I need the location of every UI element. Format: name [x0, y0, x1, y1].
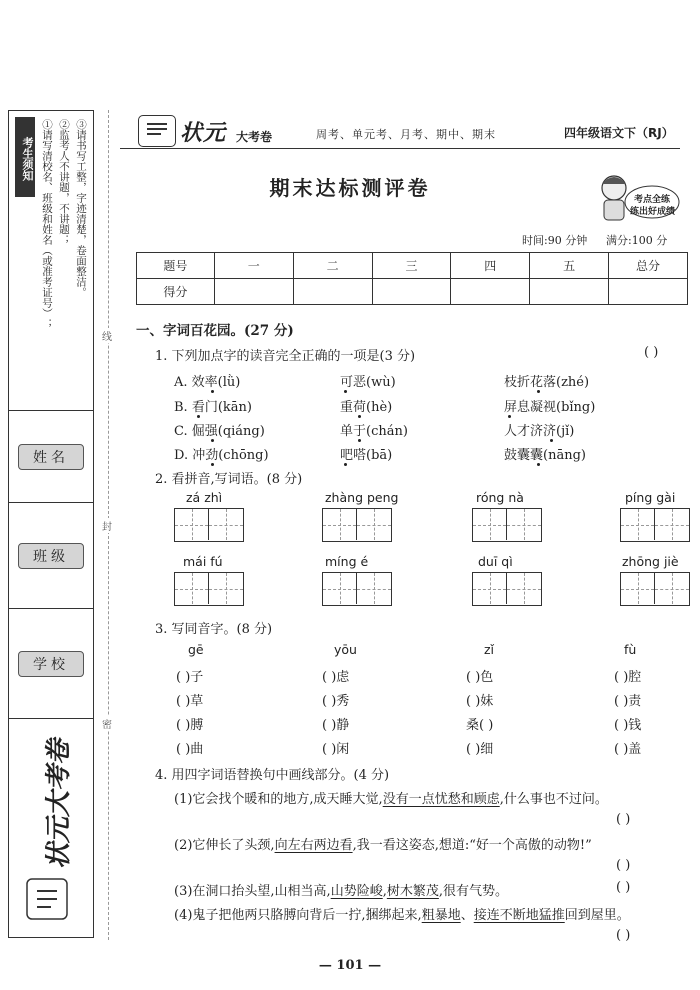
sentence-1: [174, 788, 608, 807]
sentence-part: ,我一看这姿态,想道:“好一个高傲的动物!”: [352, 838, 592, 853]
sentence-part: (1)它会找个暖和的地方,成天睡大觉,: [174, 792, 383, 807]
score-cell[interactable]: [530, 279, 609, 305]
pinyin-label: zhōng jiè: [622, 554, 679, 569]
option-a-3: 枝折花落(zhé): [504, 375, 590, 390]
pinyin-label: zá zhì: [186, 490, 223, 505]
page-number: — 101 —: [318, 958, 382, 973]
emphasis-dot: [537, 463, 540, 466]
pinyin-label: fù: [624, 642, 637, 657]
name-field[interactable]: [9, 411, 93, 503]
homophone-blank[interactable]: ( )妹: [466, 694, 494, 709]
option-c-1[interactable]: C. 倔强(qiáng): [174, 424, 265, 439]
writing-grid[interactable]: [620, 572, 690, 606]
sentence-part: (2)它伸长了头颈,: [174, 838, 275, 853]
answer-blank[interactable]: ( ): [616, 812, 631, 827]
pinyin-label: gē: [188, 642, 204, 657]
score-cell[interactable]: [372, 279, 451, 305]
answer-blank[interactable]: ( ): [616, 928, 631, 943]
option-c-3: 人才济济(jǐ): [504, 424, 575, 439]
score-cell[interactable]: [214, 279, 293, 305]
homophone-blank[interactable]: ( )膊: [176, 718, 204, 733]
option-b-2: 重荷(hè): [340, 400, 393, 415]
sentence-4: [174, 904, 630, 923]
pinyin-label: róng nà: [476, 490, 524, 505]
table-cell: 得分: [137, 279, 215, 305]
underlined-phrase: 向左右两边看: [274, 838, 353, 853]
sentence-part: ,很有气势。: [438, 884, 508, 899]
emphasis-dot: [211, 439, 214, 442]
writing-grid[interactable]: [174, 572, 244, 606]
answer-blank[interactable]: ( ): [616, 858, 631, 873]
writing-grid[interactable]: [322, 572, 392, 606]
pinyin-label: mái fú: [183, 554, 223, 569]
homophone-blank[interactable]: ( )细: [466, 742, 494, 757]
underlined-phrase: 没有一点忧愁和顾虑: [382, 792, 500, 807]
emphasis-dot: [344, 390, 347, 393]
writing-grid[interactable]: [620, 508, 690, 542]
section-title: 一、字词百花园。(27 分): [136, 323, 294, 339]
homophone-blank[interactable]: ( )腔: [614, 670, 642, 685]
pinyin-label: duī qì: [478, 554, 513, 569]
pinyin-label: píng gài: [625, 490, 676, 505]
score-cell[interactable]: [451, 279, 530, 305]
question-1: 1. 下列加点字的读音完全正确的一项是(3 分): [155, 349, 416, 364]
sentence-part: 回到屋里。: [564, 908, 630, 923]
table-cell: 题号: [137, 253, 215, 279]
class-label: 班级: [18, 543, 84, 569]
school-field[interactable]: [9, 609, 93, 719]
mascot-line-2: 练出好成绩: [630, 207, 676, 217]
answer-blank[interactable]: ( ): [644, 345, 659, 360]
book-icon: [139, 116, 175, 146]
pinyin-label: zǐ: [484, 642, 495, 657]
underlined-phrase: 山势险峻: [330, 884, 383, 899]
homophone-blank[interactable]: ( )曲: [176, 742, 204, 757]
underlined-phrase: 接连不断地猛推: [473, 908, 565, 923]
emphasis-dot: [358, 439, 361, 442]
school-label: 学校: [18, 651, 84, 677]
score-table-score-row: [137, 279, 688, 305]
sidebar-logo-text: 状元大考卷: [44, 738, 74, 869]
writing-grid[interactable]: [472, 508, 542, 542]
notice-line-1: ①请写清校名、班级和姓名（或准考证号）；: [41, 119, 53, 329]
mascot-line-1: 考点全练: [634, 195, 671, 205]
score-table: [136, 252, 688, 305]
writing-grid[interactable]: [322, 508, 392, 542]
grade-label: 四年级语文下（RJ）: [564, 126, 674, 140]
sidebar-logo-icon: [9, 719, 93, 937]
emphasis-dot: [537, 390, 540, 393]
emphasis-dot: [211, 390, 214, 393]
cut-char-mi: 密: [102, 716, 112, 731]
mascot: [594, 168, 680, 226]
name-label: 姓名: [18, 444, 84, 470]
brand-subtitle: 大考卷: [236, 130, 273, 144]
homophone-blank[interactable]: ( )子: [176, 670, 204, 685]
sentence-part: (3)在洞口抬头望,山相当高,: [174, 884, 331, 899]
sentence-part: ,: [382, 884, 387, 899]
homophone-blank[interactable]: ( )秀: [322, 694, 350, 709]
sentence-part: 、: [460, 908, 474, 923]
sentence-part: ,什么事也不过问。: [499, 792, 608, 807]
pinyin-label: míng é: [325, 554, 369, 569]
cut-char-xian: 线: [102, 328, 112, 343]
table-cell: 二: [293, 253, 372, 279]
writing-grid[interactable]: [472, 572, 542, 606]
homophone-blank[interactable]: ( )静: [322, 718, 350, 733]
option-a-2: 可恶(wù): [340, 375, 396, 390]
score-cell[interactable]: [293, 279, 372, 305]
emphasis-dot: [358, 415, 361, 418]
brand-logo: [138, 115, 176, 147]
question-2: 2. 看拼音,写词语。(8 分): [155, 472, 303, 487]
table-cell: 五: [530, 253, 609, 279]
sentence-part: (4)鬼子把他两只胳膊向背后一拧,捆绑起来,: [174, 908, 422, 923]
notice-line-2: ②监考人不讲题，不讲题；: [58, 119, 70, 245]
cut-char-feng: 封: [102, 518, 112, 533]
homophone-blank[interactable]: ( )盖: [614, 742, 642, 757]
full-score: 满分:100 分: [606, 234, 668, 247]
table-cell: 总分: [609, 253, 688, 279]
score-cell[interactable]: [609, 279, 688, 305]
writing-grid[interactable]: [174, 508, 244, 542]
time-limit: 时间:90 分钟: [522, 234, 588, 247]
page-title: 期末达标测评卷: [269, 176, 431, 200]
pinyin-label: zhàng peng: [325, 490, 399, 505]
homophone-blank[interactable]: 桑( ): [466, 718, 494, 733]
underlined-phrase: 粗暴地: [421, 908, 461, 923]
option-d-1[interactable]: D. 冲劲(chōng): [174, 448, 269, 463]
brand-name: 状元: [180, 120, 227, 146]
notice-line-3: ③请书写工整，字迹清楚，卷面整洁。: [75, 119, 87, 298]
emphasis-dot: [550, 439, 553, 442]
homophone-blank[interactable]: ( )色: [466, 670, 494, 685]
underlined-phrase: 树木繁茂: [386, 884, 439, 899]
homophone-blank[interactable]: ( )钱: [614, 718, 642, 733]
notice-title: 考生须知: [15, 117, 35, 197]
pinyin-label: yōu: [334, 642, 357, 657]
question-4: 4. 用四字词语替换句中画线部分。(4 分): [155, 768, 390, 783]
score-table-header-row: [137, 253, 688, 279]
table-cell: 一: [214, 253, 293, 279]
header-divider: [120, 148, 680, 149]
option-c-2: 单于(chán): [340, 424, 408, 439]
notice-panel: [9, 111, 93, 411]
sentence-3: [174, 880, 508, 899]
table-cell: 三: [372, 253, 451, 279]
homophone-blank[interactable]: ( )草: [176, 694, 204, 709]
option-d-3: 鼓囊囊(nāng): [504, 448, 586, 463]
emphasis-dot: [508, 415, 511, 418]
sidebar-logo: [9, 719, 93, 937]
sentence-2: [174, 834, 592, 853]
homophone-blank[interactable]: ( )责: [614, 694, 642, 709]
emphasis-dot: [344, 463, 347, 466]
table-cell: 四: [451, 253, 530, 279]
emphasis-dot: [197, 415, 200, 418]
option-b-1[interactable]: B. 看门(kān): [174, 400, 252, 415]
class-field[interactable]: [9, 503, 93, 609]
emphasis-dot: [211, 463, 214, 466]
info-sidebar: [8, 110, 94, 938]
option-b-3: 屏息凝视(bǐng): [504, 400, 596, 415]
answer-blank[interactable]: ( ): [616, 880, 631, 895]
option-d-2: 吧嗒(bā): [340, 448, 393, 463]
homophone-blank[interactable]: ( )虑: [322, 670, 350, 685]
question-3: 3. 写同音字。(8 分): [155, 622, 273, 637]
exam-types: 周考、单元考、月考、期中、期末: [316, 128, 496, 141]
option-a-1[interactable]: A. 效率(lǜ): [174, 375, 241, 390]
homophone-blank[interactable]: ( )闲: [322, 742, 350, 757]
